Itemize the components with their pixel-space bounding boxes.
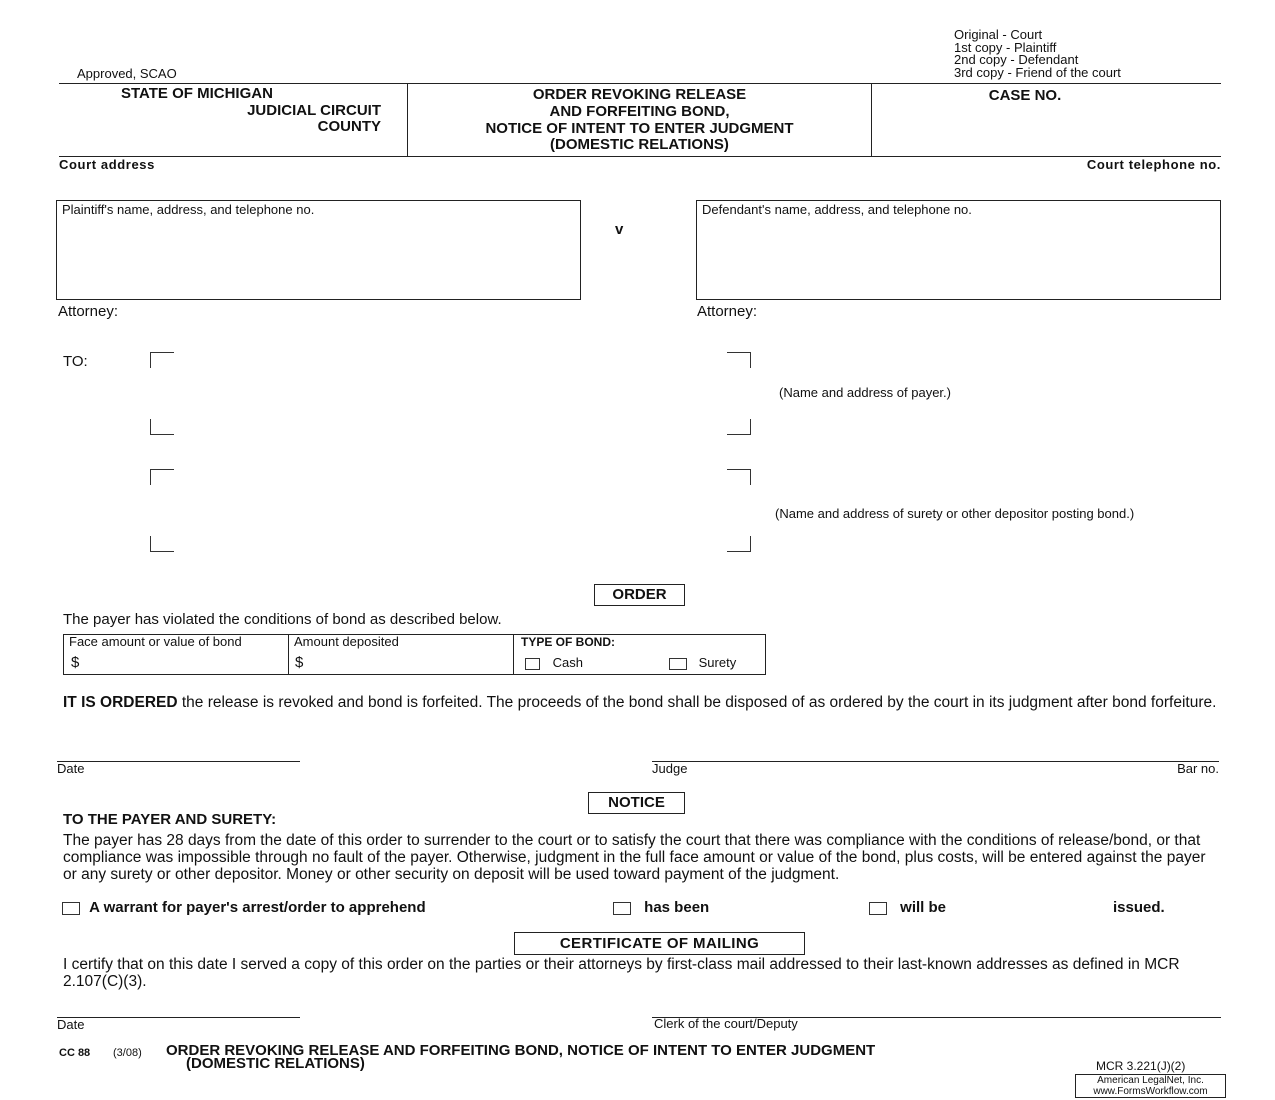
copy-original: Original - Court xyxy=(954,27,1043,42)
approved-label: Approved, SCAO xyxy=(77,66,177,81)
surety-bracket-top-left xyxy=(150,469,174,485)
plaintiff-box[interactable] xyxy=(56,200,581,300)
publisher-website[interactable]: www.FormsWorkflow.com xyxy=(1093,1085,1208,1097)
footer-title-line1: ORDER REVOKING RELEASE AND FORFEITING BOND, NOTICE OF INTENT TO ENTER JUDGMENT xyxy=(166,1042,876,1059)
publisher-box xyxy=(1075,1074,1226,1098)
state-label: STATE OF MICHIGAN xyxy=(121,85,273,102)
order-date-line[interactable] xyxy=(57,761,300,762)
copy-distribution xyxy=(954,29,1121,79)
notice-heading: NOTICE xyxy=(588,792,685,814)
bar-no-label: Bar no. xyxy=(1177,761,1219,776)
certificate-heading: CERTIFICATE OF MAILING xyxy=(514,932,805,955)
clerk-label: Clerk of the court/Deputy xyxy=(654,1016,798,1031)
certificate-text: I certify that on this date I served a copy of this order on the parties or their attorneys by first-class mail addressed to their last-known addresses as defined in MCR 2.107(C)(3). xyxy=(63,956,1180,990)
payer-note: (Name and address of payer.) xyxy=(779,385,951,400)
order-date-label: Date xyxy=(57,761,85,776)
footer-title-line2: (DOMESTIC RELATIONS) xyxy=(186,1055,365,1072)
form-title: ORDER REVOKING RELEASE AND FORFEITING BOND, NOTICE OF INTENT TO ENTER JUDGMENT (DOMESTIC RELATIONS) xyxy=(485,86,794,154)
surety-bracket-bottom-right xyxy=(727,536,751,552)
case-no-label: CASE NO. xyxy=(988,87,1062,104)
judge-line[interactable] xyxy=(652,761,1219,762)
payer-address-area[interactable] xyxy=(178,362,723,426)
surety-note: (Name and address of surety or other depositor posting bond.) xyxy=(775,506,1135,521)
payer-bracket-top-left xyxy=(150,352,174,368)
header-top-rule xyxy=(59,83,1221,84)
surety-checkbox[interactable] xyxy=(669,658,687,670)
cert-date-label: Date xyxy=(57,1017,85,1032)
has-been-checkbox[interactable] xyxy=(613,902,631,915)
cert-date-line[interactable] xyxy=(57,1017,300,1018)
face-amount-input[interactable] xyxy=(82,652,282,672)
defendant-attorney-label: Attorney: xyxy=(697,303,758,320)
defendant-box[interactable] xyxy=(696,200,1221,300)
face-amount-dollar: $ xyxy=(71,654,80,671)
type-of-bond-label: TYPE OF BOND: xyxy=(521,635,616,649)
will-be-label: will be xyxy=(900,899,947,916)
footer-rule: MCR 3.221(J)(2) xyxy=(1096,1059,1186,1073)
footer-title xyxy=(166,1044,875,1070)
versus-label: v xyxy=(615,221,624,238)
surety-bracket-bottom-left xyxy=(150,536,174,552)
surety-label: Surety xyxy=(698,655,737,670)
has-been-option xyxy=(613,899,709,916)
payer-bracket-top-right xyxy=(727,352,751,368)
copy-third: 3rd copy - Friend of the court xyxy=(954,64,1121,80)
court-phone-label: Court telephone no. xyxy=(1086,157,1221,172)
cash-label: Cash xyxy=(552,655,583,670)
judge-label: Judge xyxy=(652,761,688,776)
amount-deposited-dollar: $ xyxy=(295,654,304,671)
will-be-checkbox[interactable] xyxy=(869,902,887,915)
issued-label: issued. xyxy=(1113,899,1165,916)
notice-subheading: TO THE PAYER AND SURETY: xyxy=(63,811,277,828)
payer-bracket-bottom-left xyxy=(150,419,174,435)
publisher-name: American LegalNet, Inc. xyxy=(1097,1075,1204,1086)
has-been-label: has been xyxy=(644,899,710,916)
amount-deposited-label: Amount deposited xyxy=(294,634,399,649)
court-address-label: Court address xyxy=(59,157,155,172)
warrant-label: A warrant for payer's arrest/order to apprehend xyxy=(89,899,426,916)
notice-text: The payer has 28 days from the date of this order to surrender to the court or to satisfy the court that there was compliance with the conditions of release/bond, or that compliance was impossible through no fault of the payer. Otherwise, judgment in the full face amount or value of the bond, plus costs, will be entered against the payer or any surety or other depositor. Money or other security on deposit will be used toward payment of the judgment. xyxy=(63,832,1206,883)
order-intro: The payer has violated the conditions of bond as described below. xyxy=(63,611,502,628)
cash-option xyxy=(525,655,583,670)
copy-second: 2nd copy - Defendant xyxy=(954,52,1079,67)
warrant-option xyxy=(62,899,426,916)
header-bottom-rule xyxy=(59,156,1221,157)
ordered-lead: IT IS ORDERED xyxy=(63,694,178,711)
copy-first: 1st copy - Plaintiff xyxy=(954,39,1057,55)
payer-bracket-bottom-right xyxy=(727,419,751,435)
will-be-option xyxy=(869,899,946,916)
warrant-checkbox[interactable] xyxy=(62,902,80,915)
surety-bracket-top-right xyxy=(727,469,751,485)
surety-option xyxy=(669,655,736,670)
form-revision: (3/08) xyxy=(113,1047,142,1059)
court-jurisdiction xyxy=(60,86,381,136)
surety-address-area[interactable] xyxy=(178,479,723,543)
ordered-text: the release is revoked and bond is forfeited. The proceeds of the bond shall be disposed of as ordered by the court in its judgment after bond forfeiture. xyxy=(177,694,1217,711)
ordered-paragraph xyxy=(63,694,1223,711)
defendant-label: Defendant's name, address, and telephone no. xyxy=(702,202,972,217)
county-label: COUNTY xyxy=(317,118,381,135)
cash-checkbox[interactable] xyxy=(525,658,540,670)
form-number: CC 88 xyxy=(59,1047,91,1059)
face-amount-label: Face amount or value of bond xyxy=(69,634,242,649)
to-label: TO: xyxy=(63,353,88,370)
plaintiff-attorney-label: Attorney: xyxy=(58,303,119,320)
plaintiff-label: Plaintiff's name, address, and telephone no. xyxy=(62,202,315,217)
amount-deposited-input[interactable] xyxy=(306,652,506,672)
circuit-label: JUDICIAL CIRCUIT xyxy=(247,101,381,119)
order-heading: ORDER xyxy=(594,584,685,606)
